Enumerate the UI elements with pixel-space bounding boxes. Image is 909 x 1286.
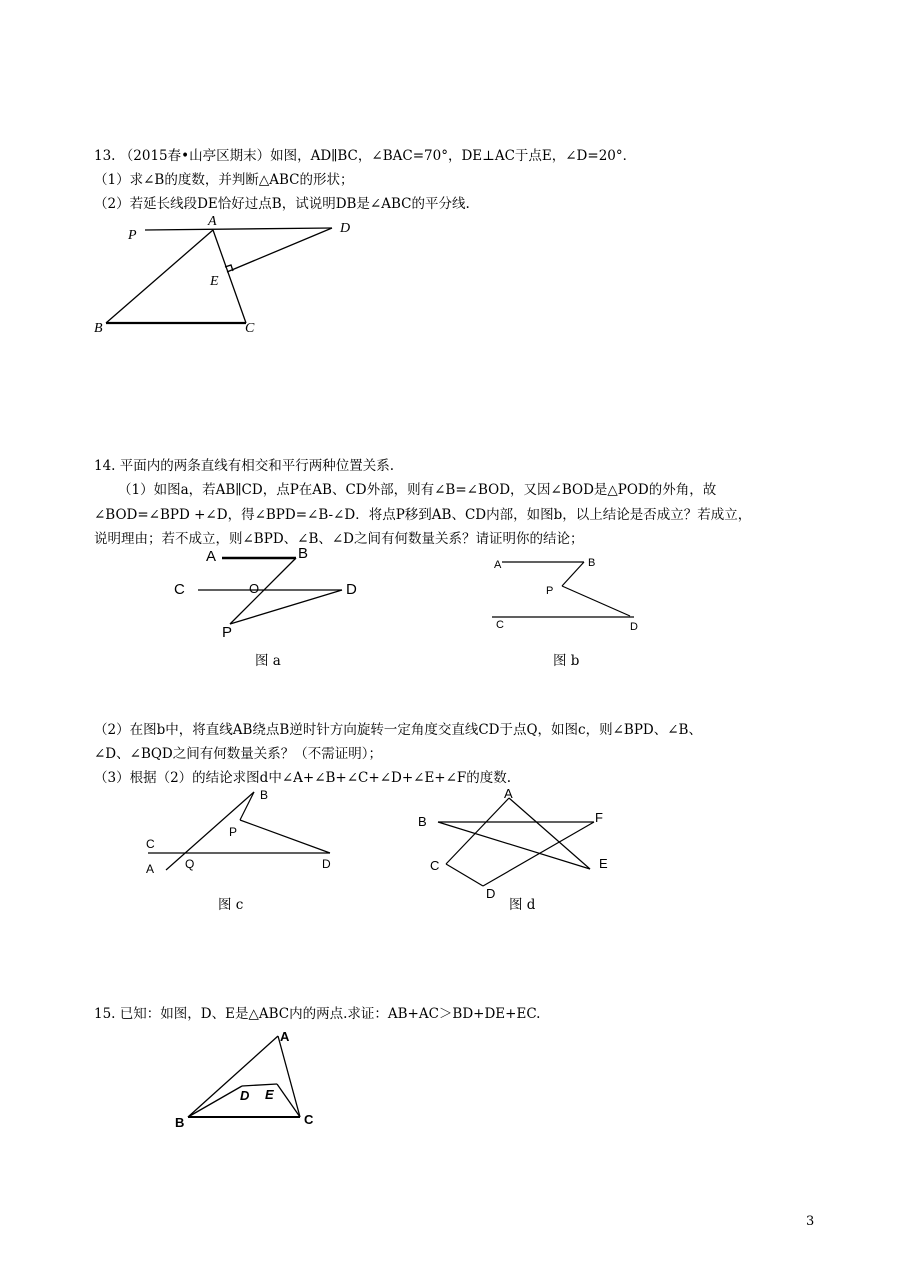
q15-line1: 15. 已知：如图，D、E是△ABC内的两点.求证：AB+AC＞BD+DE+EC. — [94, 1006, 541, 1022]
q15-label-E: E — [265, 1087, 274, 1102]
fig-d-caption: 图 d — [509, 897, 536, 913]
q13-label-E: E — [210, 274, 219, 289]
q13-label-C: C — [245, 321, 255, 336]
q14-figure-c — [140, 784, 350, 880]
q14-figure-a — [170, 544, 370, 644]
q15-label-B: B — [175, 1115, 185, 1130]
q13-figure — [90, 212, 370, 342]
fig-a-label-P: P — [222, 624, 233, 641]
q13-label-D: D — [340, 221, 351, 236]
fig-c-caption: 图 c — [218, 897, 244, 913]
fig-d-label-D: D — [486, 886, 496, 901]
q14-line3: ∠BOD=∠BPD +∠D，得∠BPD=∠B-∠D．将点P移到AB、CD内部，如图b，以上结论是否成立？若成立， — [94, 507, 752, 523]
q13-label-P: P — [128, 228, 137, 243]
q14-line1: 14. 平面内的两条直线有相交和平行两种位置关系. — [94, 458, 395, 474]
fig-c-label-C: C — [146, 837, 155, 851]
q15-label-A: A — [280, 1029, 290, 1044]
q14-line4: 说明理由；若不成立，则∠BPD、∠B、∠D之间有何数量关系？请证明你的结论； — [94, 531, 584, 547]
fig-b-caption: 图 b — [553, 653, 580, 669]
q15-label-D: D — [240, 1088, 250, 1103]
fig-b-label-C: C — [496, 619, 504, 631]
fig-d-label-F: F — [595, 810, 603, 825]
q15-label-C: C — [304, 1112, 314, 1127]
q14-line7: （3）根据（2）的结论求图d中∠A+∠B+∠C+∠D+∠E+∠F的度数. — [94, 770, 512, 786]
fig-d-label-E: E — [599, 856, 608, 871]
fig-d-label-A: A — [504, 786, 513, 801]
fig-c-label-B: B — [260, 788, 269, 802]
q14-figure-b — [484, 550, 654, 636]
fig-a-label-D: D — [346, 581, 357, 598]
fig-c-label-D: D — [322, 857, 331, 871]
fig-b-label-P: P — [546, 585, 554, 597]
fig-c-label-Q: Q — [185, 857, 195, 871]
q14-line5: （2）在图b中，将直线AB绕点B逆时针方向旋转一定角度交直线CD于点Q，如图c，则∠BPD、∠B、 — [94, 722, 702, 738]
q13-line2: （1）求∠B的度数，并判断△ABC的形状； — [94, 172, 354, 188]
fig-a-label-C: C — [174, 581, 185, 598]
fig-a-label-O: O — [249, 581, 260, 596]
fig-b-label-A: A — [494, 559, 502, 571]
fig-a-caption: 图 a — [255, 653, 281, 669]
q14-line6: ∠D、∠BQD之间有何数量关系？（不需证明）； — [94, 746, 383, 762]
fig-c-label-A: A — [146, 862, 155, 876]
q14-line2: （1）如图a，若AB∥CD，点P在AB、CD外部，则有∠B=∠BOD，又因∠BOD是△POD的外角，故 — [118, 482, 717, 498]
q13-line3: （2）若延长线段DE恰好过点B，试说明DB是∠ABC的平分线. — [94, 196, 470, 212]
fig-b-label-B: B — [588, 557, 596, 569]
page-number: 3 — [806, 1214, 815, 1229]
q13-line1: 13. （2015春•山亭区期末）如图，AD∥BC，∠BAC=70°，DE⊥AC于点E，∠D=20°． — [94, 148, 637, 164]
q13-label-A: A — [208, 214, 217, 229]
q15-figure — [170, 1024, 330, 1136]
fig-a-label-B: B — [298, 545, 309, 562]
q13-label-B: B — [94, 321, 103, 336]
fig-d-label-B: B — [418, 814, 427, 829]
fig-c-label-P: P — [229, 825, 238, 839]
fig-b-label-D: D — [630, 621, 638, 633]
fig-a-label-A: A — [206, 548, 217, 565]
q14-figure-d — [410, 784, 625, 902]
fig-d-label-C: C — [430, 858, 440, 873]
